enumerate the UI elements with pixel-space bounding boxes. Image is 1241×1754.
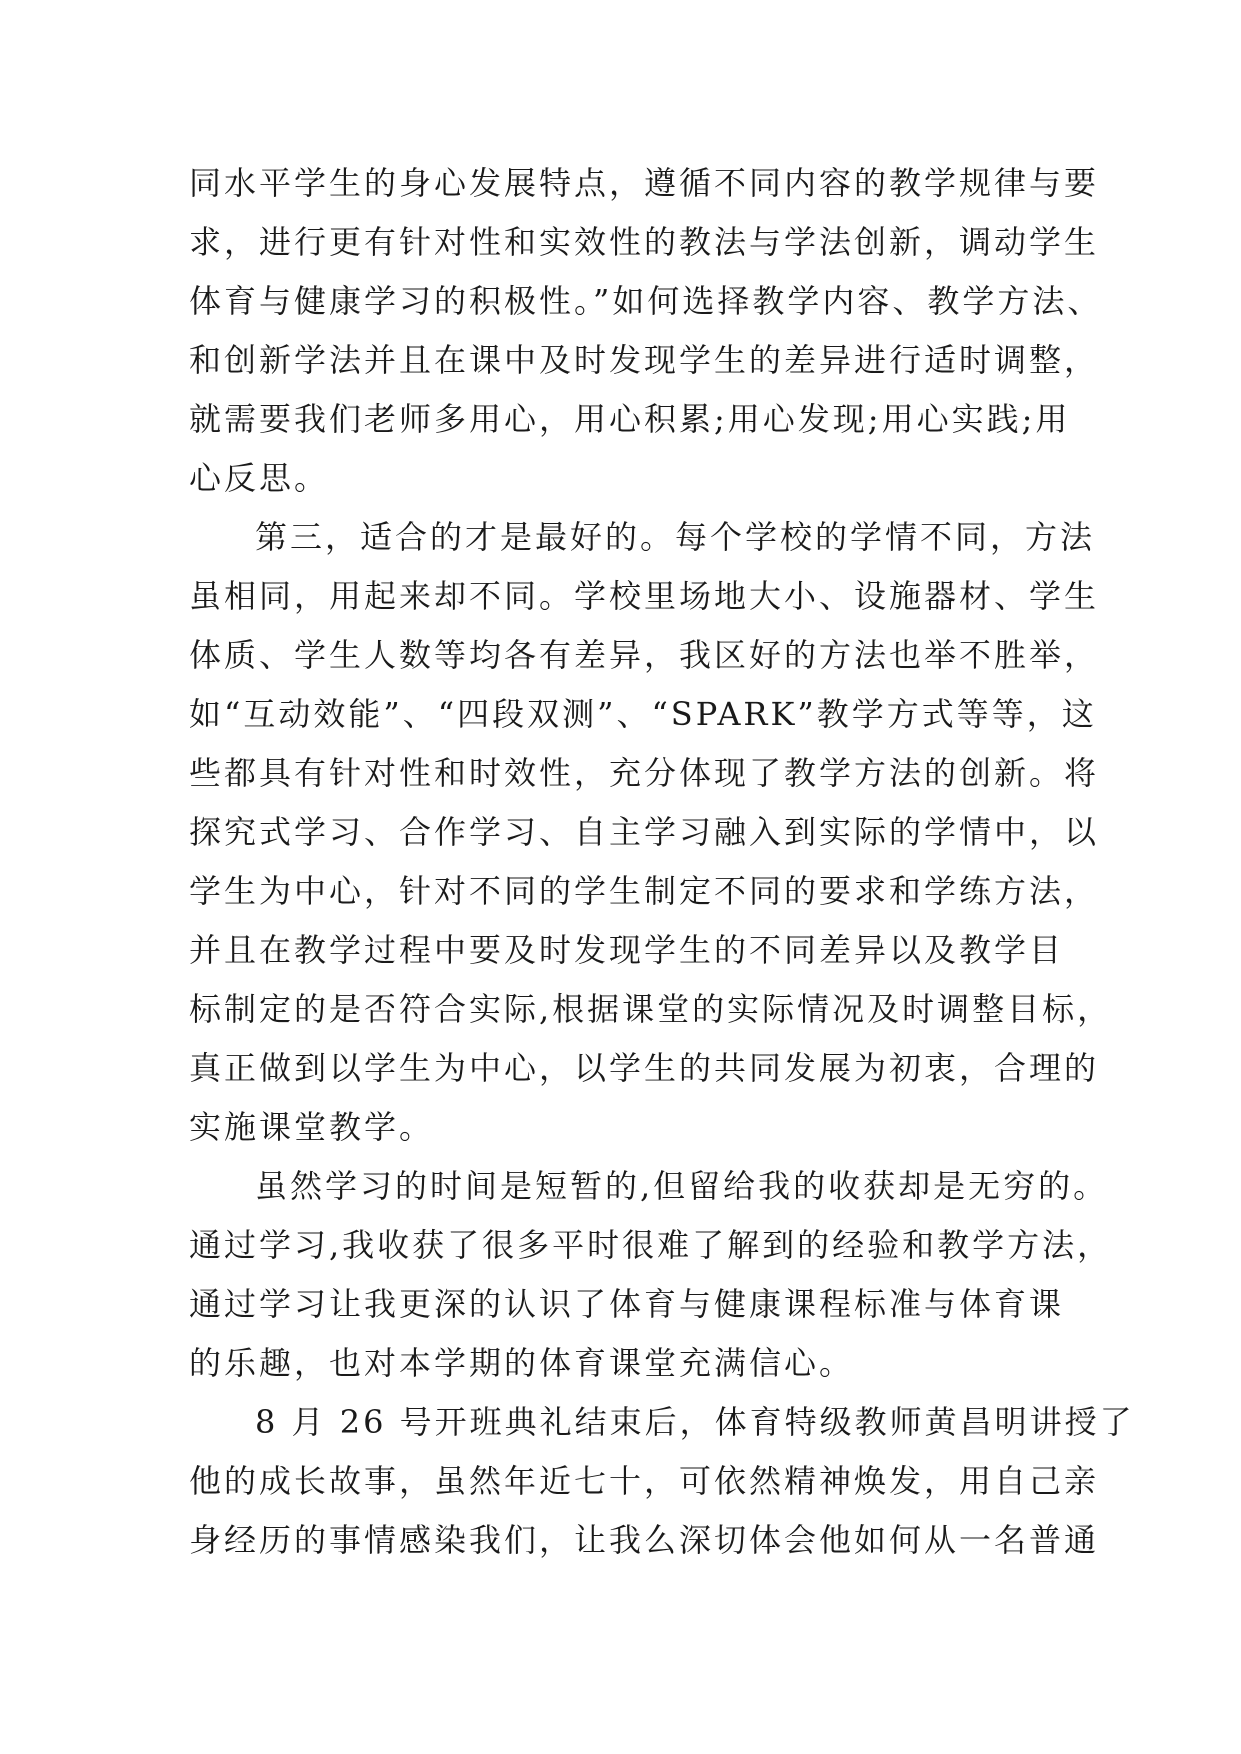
text-line: 8 月 26 号开班典礼结束后，体育特级教师黄昌明讲授了	[255, 1403, 1135, 1441]
text-line: 体质、学生人数等均各有差异，我区好的方法也举不胜举，	[189, 636, 1100, 674]
text-line: 标制定的是否符合实际,根据课堂的实际情况及时调整目标，	[189, 990, 1113, 1028]
text-line: 并且在教学过程中要及时发现学生的不同差异以及教学目	[189, 931, 1065, 969]
text-line: 些都具有针对性和时效性，充分体现了教学方法的创新。将	[189, 754, 1100, 792]
text-line: 和创新学法并且在课中及时发现学生的差异进行适时调整，	[189, 341, 1100, 379]
text-line: 同水平学生的身心发展特点，遵循不同内容的教学规律与要	[189, 164, 1100, 202]
text-line: 探究式学习、合作学习、自主学习融入到实际的学情中，以	[189, 813, 1100, 851]
text-line: 的乐趣，也对本学期的体育课堂充满信心。	[189, 1344, 855, 1382]
text-line: 实施课堂教学。	[189, 1108, 435, 1146]
text-line: 虽然学习的时间是短暂的,但留给我的收获却是无穷的。	[255, 1167, 1109, 1205]
text-line: 如“互动效能”、“四段双测”、“SPARK”教学方式等等，这	[189, 695, 1097, 733]
text-line: 体育与健康学习的积极性。”如何选择教学内容、教学方法、	[189, 282, 1103, 320]
text-line: 身经历的事情感染我们，让我么深切体会他如何从一名普通	[189, 1521, 1100, 1559]
text-line: 心反思。	[189, 459, 330, 497]
text-line: 他的成长故事，虽然年近七十，可依然精神焕发，用自己亲	[189, 1462, 1100, 1500]
text-line: 虽相同，用起来却不同。学校里场地大小、设施器材、学生	[189, 577, 1100, 615]
text-line: 通过学习,我收获了很多平时很难了解到的经验和教学方法，	[189, 1226, 1113, 1264]
text-line: 第三，适合的才是最好的。每个学校的学情不同，方法	[255, 518, 1096, 556]
text-line: 通过学习让我更深的认识了体育与健康课程标准与体育课	[189, 1285, 1065, 1323]
document-body	[189, 154, 1135, 1570]
text-line: 真正做到以学生为中心，以学生的共同发展为初衷，合理的	[189, 1049, 1100, 1087]
text-line: 求，进行更有针对性和实效性的教法与学法创新，调动学生	[189, 223, 1100, 261]
text-line: 就需要我们老师多用心，用心积累;用心发现;用心实践;用	[189, 400, 1071, 438]
text-line: 学生为中心，针对不同的学生制定不同的要求和学练方法，	[189, 872, 1100, 910]
